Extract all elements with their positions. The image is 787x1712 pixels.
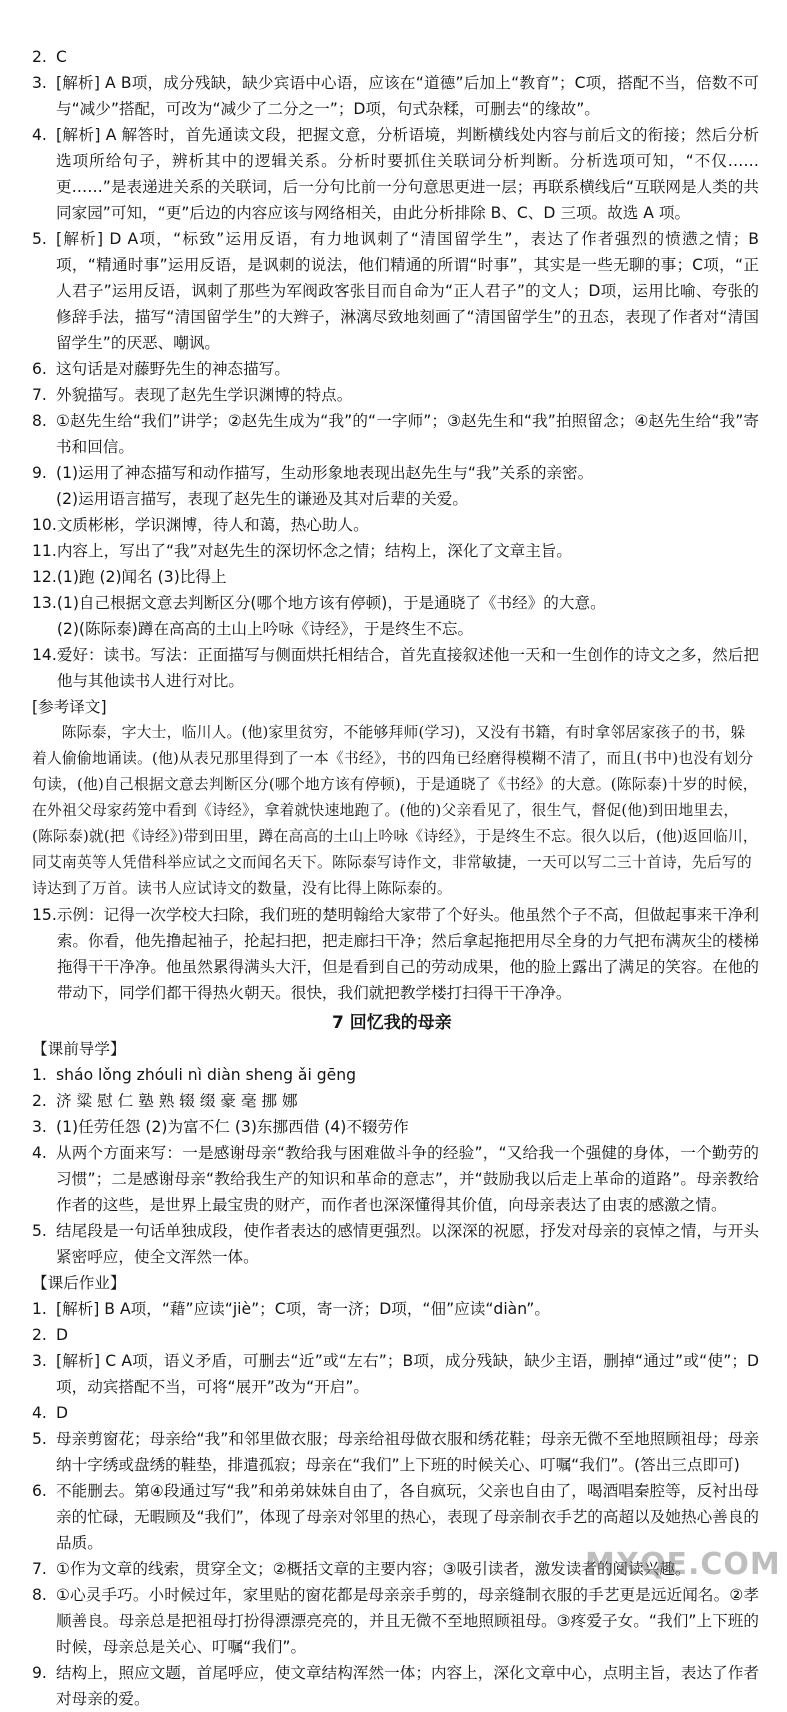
item-14-text: 爱好：读书。写法：正面描写与侧面烘托相结合，首先直接叙述他一天和一生创作的诗文之多，然后把他与其他读书人进行对比。 (56, 646, 759, 690)
after-class-item (32, 1296, 759, 1322)
item-number: 5. (32, 1222, 47, 1240)
item-text: D (56, 1404, 69, 1422)
item-number: 1. (32, 1066, 47, 1084)
item-13-part-1: (1)自己根据文意去判断区分(哪个地方该有停顿)，于是通晓了《书经》的大意。 (56, 594, 606, 612)
item-text: 文质彬彬，学识渊博，待人和蔼，热心助人。 (56, 516, 369, 534)
item-text: 结构上，照应文题，首尾呼应，使文章结构浑然一体；内容上，深化文章中心，点明主旨，表达了作者对母亲的爱。 (56, 1664, 759, 1708)
item-number: 8. (32, 1586, 47, 1604)
item-number: 6. (32, 1482, 47, 1500)
item-text: 济 粱 慰 仁 塾 熟 辍 缀 豪 毫 挪 娜 (56, 1092, 298, 1110)
pre-class-item (32, 1088, 759, 1114)
item-number: 12. (32, 568, 57, 586)
item-9-part-1: (1)运用了神态描写和动作描写，生动形象地表现出赵先生与“我”关系的亲密。 (56, 464, 594, 482)
watermark-logo (581, 1540, 781, 1592)
pre-class-item (32, 1062, 759, 1088)
answer-item-14 (32, 642, 759, 694)
item-text: [解析] B A项，“藉”应读“jiè”；C项，寄一济；D项，“佃”应读“diàn”。 (56, 1300, 550, 1318)
item-number: 9. (32, 1664, 47, 1682)
answer-item (32, 44, 759, 70)
item-number: 4. (32, 126, 47, 144)
item-number: 4. (32, 1404, 47, 1422)
pre-class-list (32, 1062, 759, 1270)
answer-item (32, 356, 759, 382)
answer-item (32, 538, 759, 564)
pre-class-item (32, 1114, 759, 1140)
section-title: 7 回忆我的母亲 (332, 1013, 452, 1033)
item-number: 5. (32, 230, 47, 248)
item-number: 14. (32, 646, 57, 664)
item-text: (1)跑 (2)闻名 (3)比得上 (56, 568, 227, 586)
after-class-item (32, 1660, 759, 1712)
answer-item (32, 564, 759, 590)
item-number: 3. (32, 1352, 47, 1370)
item-text: [解析] A B项，成分残缺，缺少宾语中心语，应该在“道德”后加上“教育”；C项，搭配不当，倍数不可与“减少”搭配，可改为“减少了二分之一”；D项，句式杂糅，可删去“的缘故”。 (56, 74, 759, 118)
answer-item (32, 226, 759, 356)
item-text: D (56, 1326, 69, 1344)
pre-class-item (32, 1218, 759, 1270)
item-text: ①赵先生给“我们”讲学；②赵先生成为“我”的“一字师”；③赵先生和“我”拍照留念；④赵先生给“我”寄书和回信。 (56, 412, 759, 456)
item-number: 15. (32, 906, 57, 924)
item-text: [解析] D A项，“标致”运用反语，有力地讽刺了“清国留学生”，表达了作者强烈的愤懑之情；B项，“精通时事”运用反语，是讽刺的说法，他们精通的所谓“时事”，其实是一些无聊的事；C项，“正人君子”运用反语，讽刺了那些为军阀政客张目而自命为“正人君子”的文人；D项，运用比喻、夸张的修辞手法，描写“清国留学生”的大辫子，淋漓尽致地刻画了“清国留学生”的丑态，表现了作者对“清国留学生”的厌恶、嘲讽。 (56, 230, 759, 352)
item-number: 7. (32, 386, 47, 404)
item-number: 2. (32, 48, 47, 66)
item-number: 4. (32, 1144, 47, 1162)
item-text: 母亲剪窗花；母亲给“我”和邻里做衣服；母亲给祖母做衣服和绣花鞋；母亲无微不至地照顾祖母；母亲纳十字绣或盘绣的鞋垫，排遣孤寂；母亲在“我们”上下班的时候关心、叮嘱“我们”。(答出三点即可) (56, 1430, 759, 1474)
answer-item (32, 512, 759, 538)
after-class-item (32, 1426, 759, 1478)
item-text: C (56, 48, 67, 66)
answer-item (32, 70, 759, 122)
pre-class-label: 【课前导学】 (32, 1040, 126, 1058)
answer-list-top (32, 44, 759, 460)
item-number: 2. (32, 1326, 47, 1344)
item-number: 3. (32, 1118, 47, 1136)
item-number: 13. (32, 594, 57, 612)
answer-item-13 (32, 590, 759, 642)
after-class-item (32, 1582, 759, 1660)
item-number: 10. (32, 516, 57, 534)
answer-item-15 (32, 902, 759, 1006)
reference-translation-label: [参考译文] (32, 698, 107, 716)
item-text: ①心灵手巧。小时候过年，家里贴的窗花都是母亲亲手剪的，母亲缝制衣服的手艺更是远近闻名。②孝顺善良。母亲总是把祖母打扮得漂漂亮亮的，并且无微不至地照顾祖母。③疼爱子女。“我们”上下班的时候，母亲总是关心、叮嘱“我们”。 (56, 1586, 759, 1656)
answer-list-mid (32, 512, 759, 590)
svg-text:MXQE.COM: MXQE.COM (585, 1547, 781, 1582)
after-class-item (32, 1348, 759, 1400)
answer-item (32, 122, 759, 226)
item-number: 1. (32, 1300, 47, 1318)
after-class-item (32, 1400, 759, 1426)
after-class-list (32, 1296, 759, 1712)
item-text: (1)任劳任怨 (2)为富不仁 (3)东挪西借 (4)不辍劳作 (56, 1118, 409, 1136)
item-number: 6. (32, 360, 47, 378)
item-13-part-2: (2)(陈际泰)蹲在高高的土山上吟咏《诗经》，于是终生不忘。 (56, 620, 474, 638)
item-9-part-2: (2)运用语言描写，表现了赵先生的谦逊及其对后辈的关爱。 (56, 490, 468, 508)
item-text: 从两个方面来写：一是感谢母亲“教给我与困难做斗争的经验”，“又给我一个强健的身体，一个勤劳的习惯”；二是感谢母亲“教给我生产的知识和革命的意志”，并“鼓励我以后走上革命的道路”。母亲教给作者的这些，是世界上最宝贵的财产，而作者也深深懂得其价值，向母亲表达了由衷的感激之情。 (56, 1144, 759, 1214)
item-text: ①作为文章的线索，贯穿全文；②概括文章的主要内容；③吸引读者，激发读者的阅读兴趣。 (56, 1560, 691, 1578)
answer-item (32, 408, 759, 460)
item-number: 9. (32, 464, 47, 482)
item-15-text: 示例：记得一次学校大扫除，我们班的楚明翰给大家带了个好头。他虽然个子不高，但做起事来干净利索。你看，他先撸起袖子，抡起扫把，把走廊扫干净；然后拿起拖把用尽全身的力气把布满灰尘的楼梯拖得干干净净。他虽然累得满头大汗，但是看到自己的劳动成果，他的脸上露出了满足的笑容。在他的带动下，同学们都干得热火朝天。很快，我们就把教学楼打扫得干干净净。 (56, 906, 759, 1002)
reference-translation-text: 陈际泰，字大士，临川人。(他)家里贫穷，不能够拜师(学习)，又没有书籍，有时拿邻居家孩子的书，躲着人偷偷地诵读。(他)从表兄那里得到了一本《书经》，书的四角已经磨得模糊不清了，而且(书中)也没有划分句读，(他)自己根据文意去判断区分(哪个地方该有停顿)，于是通晓了《书经》的大意。(陈际泰)十岁的时候，在外祖父母家药笼中看到《诗经》，拿着就快速地跑了。(他的)父亲看见了，很生气，督促(他)到田地里去，(陈际泰)就(把《诗经》)带到田里，蹲在高高的土山上吟咏《诗经》，于是终生不忘。很久以后，(他)返回临川，同艾南英等人凭借科举应试之文而闻名天下。陈际泰写诗作文，非常敏捷，一天可以写二三十首诗，先后写的诗达到了万首。读书人应试诗文的数量，没有比得上陈际泰的。 (32, 724, 758, 897)
item-number: 2. (32, 1092, 47, 1110)
pre-class-item (32, 1140, 759, 1218)
item-number: 3. (32, 74, 47, 92)
item-text: [解析] C A项，语义矛盾，可删去“近”或“左右”；B项，成分残缺，缺少主语，删掉“通过”或“使”；D项，动宾搭配不当，可将“展开”改为“开启”。 (56, 1352, 759, 1396)
item-text: [解析] A 解答时，首先通读文段，把握文意，分析语境，判断横线处内容与前后文的衔接；然后分析选项所给句子，辨析其中的逻辑关系。分析时要抓住关联词分析判断。分析选项可知，“不仅……更……”是表递进关系的关联词，后一分句比前一分句意思更进一层；再联系横线后“互联网是人类的共同家园”可知，“更”后边的内容应该与网络相关，由此分析排除 B、C、D 三项。故选 A 项。 (56, 126, 759, 222)
item-text: 内容上，写出了“我”对赵先生的深切怀念之情；结构上，深化了文章主旨。 (56, 542, 572, 560)
item-text: 外貌描写。表现了赵先生学识渊博的特点。 (56, 386, 353, 404)
item-text: sháo lǒng zhóuli nì diàn sheng ǎi gēng (56, 1066, 357, 1084)
item-text: 这句话是对藤野先生的神态描写。 (56, 360, 290, 378)
item-number: 8. (32, 412, 47, 430)
after-class-label: 【课后作业】 (32, 1274, 126, 1292)
after-class-item (32, 1322, 759, 1348)
answer-item (32, 382, 759, 408)
answer-item-9 (32, 460, 759, 512)
item-number: 11. (32, 542, 57, 560)
item-number: 5. (32, 1430, 47, 1448)
item-text: 结尾段是一句话单独成段，使作者表达的感情更强烈。以深深的祝愿，抒发对母亲的哀悼之情，与开头紧密呼应，使全文浑然一体。 (56, 1222, 759, 1266)
item-number: 7. (32, 1560, 47, 1578)
item-text: 不能删去。第④段通过写“我”和弟弟妹妹自由了，各自疯玩，父亲也自由了，喝酒唱秦腔等，反衬出母亲的忙碌，无暇顾及“我们”，体现了母亲对邻里的热心，表现了母亲制衣手艺的高超以及她热心善良的品质。 (56, 1482, 759, 1552)
